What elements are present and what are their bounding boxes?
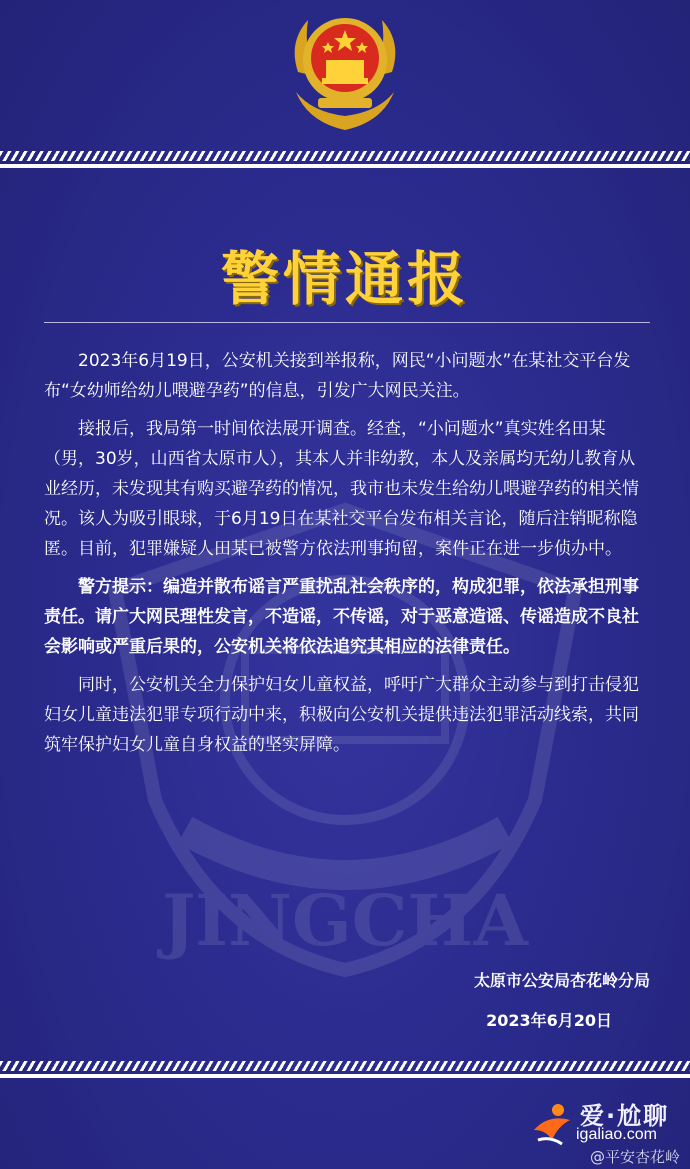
paragraph-4: 同时，公安机关全力保护妇女儿童权益，呼吁广大群众主动参与到打击侵犯妇女儿童违法犯罪专项行动中来，积极向公安机关提供违法犯罪活动线索，共同筑牢保护妇女儿童自身权益的坚实屏障。 bbox=[44, 675, 639, 755]
source-logo bbox=[528, 1090, 688, 1169]
signature-organization: 太原市公安局杏花岭分局 bbox=[473, 971, 650, 990]
signature-date: 2023年6月20日 bbox=[486, 1011, 612, 1030]
paragraph-2: 接报后，我局第一时间依法展开调查。经查，“小问题水”真实姓名田某（男，30岁，山西省太原市人），其本人并非幼教，本人及亲属均无幼儿教育从业经历，未发现其有购买避孕药的情况，我市也未发生给幼儿喂避孕药的相关情况。该人为吸引眼球，于6月19日在某社交平台发布相关言论，随后注销昵称隐匿。目前，犯罪嫌疑人田某已被警方依法刑事拘留，案件正在进一步侦办中。 bbox=[44, 419, 639, 559]
bottom-decorative-band bbox=[0, 1058, 690, 1080]
logo-brand: 爱·尬聊 bbox=[580, 1102, 670, 1130]
notice-body bbox=[44, 346, 650, 768]
page-title: 警情通报 bbox=[220, 245, 469, 313]
logo-url: igaliao.com bbox=[576, 1126, 657, 1143]
watermark-text: JINGCHA bbox=[162, 879, 528, 962]
paragraph-1: 2023年6月19日，公安机关接到举报称，网民“小问题水”在某社交平台发布“女幼师给幼儿喂避孕药”的信息，引发广大网民关注。 bbox=[44, 351, 631, 401]
figure-logo-icon bbox=[528, 1100, 576, 1148]
paragraph-warning: 警方提示：编造并散布谣言严重扰乱社会秩序的，构成犯罪，依法承担刑事责任。请广大网民理性发言，不造谣，不传谣，对于恶意造谣、传谣造成不良社会影响或严重后果的，公安机关将依法追究其相应的法律责任。 bbox=[44, 577, 639, 657]
weibo-handle: @平安杏花岭 bbox=[590, 1148, 681, 1166]
title-divider bbox=[44, 322, 650, 323]
police-emblem-icon bbox=[278, 2, 412, 134]
top-decorative-band bbox=[0, 148, 690, 170]
